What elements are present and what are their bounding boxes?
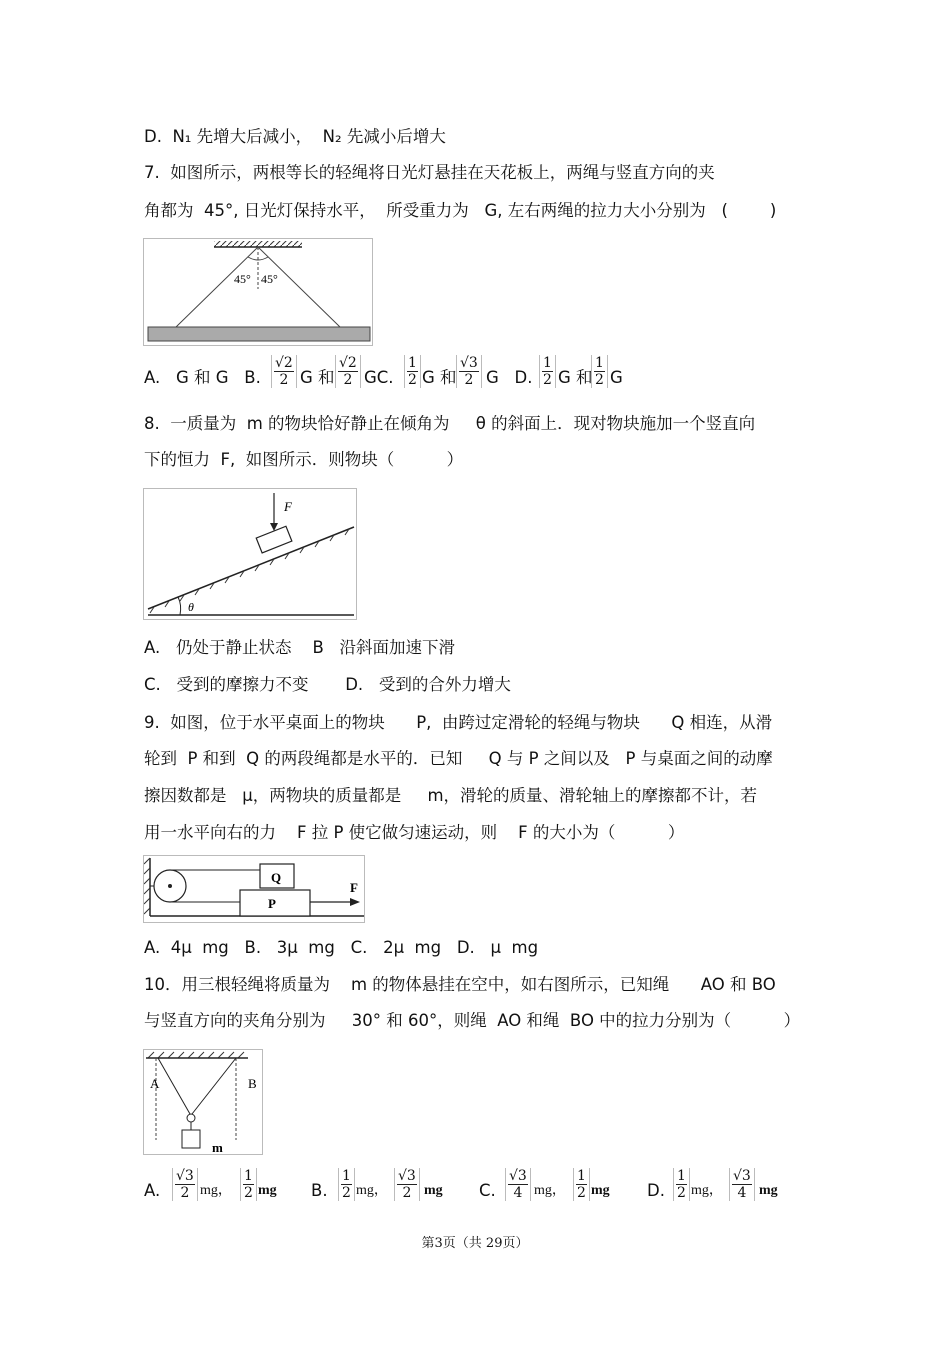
q10-b-frac2: $\frac{√3}{2}$ bbox=[394, 1168, 420, 1201]
q9-figure-pulley bbox=[143, 855, 365, 923]
fig10-b-label: B bbox=[248, 1076, 257, 1091]
q7-option-a: A. G 和 G B. bbox=[144, 368, 261, 387]
q10-c-frac1: $\frac{√3}{4}$ bbox=[505, 1168, 531, 1201]
q10-a-label: A. bbox=[144, 1181, 161, 1200]
q7-b-frac2: $\frac{√2}{2}$ bbox=[335, 355, 361, 388]
q7-stem-line2: 角都为 45°, 日光灯保持水平， 所受重力为 G, 左右两绳的拉力大小分别为 ( ) bbox=[144, 201, 777, 220]
q10-d-label: D. bbox=[647, 1181, 665, 1200]
fig8-angle-label: θ bbox=[188, 600, 194, 614]
q10-c-unit2: mg bbox=[591, 1183, 610, 1198]
q10-a-unit1: mg， bbox=[200, 1183, 232, 1198]
q10-c-unit1: mg， bbox=[534, 1183, 566, 1198]
fig8-force-label: F bbox=[284, 499, 292, 514]
q10-b-unit1: mg， bbox=[356, 1183, 388, 1198]
q8-stem-line2: 下的恒力 F, 如图所示．则物块（ ） bbox=[144, 450, 464, 469]
fig7-angle-right: 45° bbox=[261, 272, 278, 286]
fig10-o-label: O bbox=[186, 1122, 187, 1123]
q7-d-mid: G 和 bbox=[558, 368, 593, 387]
q10-d-frac1: $\frac{1}{2}$ bbox=[673, 1168, 690, 1201]
q6-option-d: D. N₁ 先增大后减小， N₂ 先减小后增大 bbox=[144, 127, 446, 146]
q7-d-frac1: $\frac{1}{2}$ bbox=[539, 355, 556, 388]
q7-b-tail: GC. bbox=[364, 368, 394, 387]
q10-d-unit2: mg bbox=[759, 1183, 778, 1198]
q10-d-frac2: $\frac{√3}{4}$ bbox=[729, 1168, 755, 1201]
q10-a-frac2: $\frac{1}{2}$ bbox=[240, 1168, 257, 1201]
page-footer: 第3页（共 29页） bbox=[421, 1236, 529, 1251]
q7-stem-line1: 7. 如图所示，两根等长的轻绳将日光灯悬挂在天花板上，两绳与竖直方向的夹 bbox=[144, 163, 715, 182]
q8-options-cd: C. 受到的摩擦力不变 D. 受到的合外力增大 bbox=[144, 675, 511, 694]
fig10-a-label: A bbox=[150, 1076, 160, 1091]
q9-stem-line3: 擦因数都是 μ，两物块的质量都是 m，滑轮的质量、滑轮轴上的摩擦都不计，若 bbox=[144, 786, 758, 805]
q10-b-label: B. bbox=[311, 1181, 328, 1200]
q7-d-frac2: $\frac{1}{2}$ bbox=[591, 355, 608, 388]
q10-a-unit2: mg bbox=[258, 1183, 277, 1198]
q10-stem-line2: 与竖直方向的夹角分别为 30° 和 60°，则绳 AO 和绳 BO 中的拉力分别为（ ） bbox=[144, 1011, 801, 1030]
q7-b-frac1: $\frac{√2}{2}$ bbox=[271, 355, 297, 388]
q9-stem-line1: 9. 如图，位于水平桌面上的物块 P, 由跨过定滑轮的轻绳与物块 Q 相连，从滑 bbox=[144, 713, 773, 732]
q8-stem-line1: 8. 一质量为 m 的物块恰好静止在倾角为 θ 的斜面上．现对物块施加一个竖直向 bbox=[144, 414, 756, 433]
q10-a-frac1: $\frac{√3}{2}$ bbox=[172, 1168, 198, 1201]
q7-c-mid: G 和 bbox=[422, 368, 457, 387]
q7-b-mid: G 和 bbox=[300, 368, 335, 387]
q9-options: A. 4μ mg B. 3μ mg C. 2μ mg D. μ mg bbox=[144, 938, 539, 957]
q7-d-tail: G bbox=[610, 368, 623, 387]
q7-c-frac2: $\frac{√3}{2}$ bbox=[456, 355, 482, 388]
q10-c-frac2: $\frac{1}{2}$ bbox=[573, 1168, 590, 1201]
q10-c-label: C. bbox=[479, 1181, 496, 1200]
q7-c-tail: G D. bbox=[486, 368, 533, 387]
q9-stem-line2: 轮到 P 和到 Q 的两段绳都是水平的．已知 Q 与 P 之间以及 P 与桌面之间的动摩 bbox=[144, 749, 773, 768]
q7-figure-fluorescent-lamp bbox=[143, 238, 373, 346]
q9-stem-line4: 用一水平向右的力 F 拉 P 使它做匀速运动，则 F 的大小为（ ） bbox=[144, 823, 685, 842]
q10-figure-three-ropes bbox=[143, 1049, 263, 1155]
q10-b-unit2: mg bbox=[424, 1183, 443, 1198]
fig9-force-label: F bbox=[350, 880, 358, 895]
q7-c-frac1: $\frac{1}{2}$ bbox=[404, 355, 421, 388]
fig7-angle-left: 45° bbox=[234, 272, 251, 286]
q10-stem-line1: 10．用三根轻绳将质量为 m 的物体悬挂在空中，如右图所示，已知绳 AO 和 BO bbox=[144, 975, 776, 994]
fig10-m-label: m bbox=[212, 1140, 223, 1154]
fig9-p-label: P bbox=[268, 896, 276, 911]
q8-figure-incline bbox=[143, 488, 357, 620]
q10-d-unit1: mg， bbox=[691, 1183, 723, 1198]
fig9-q-label: Q bbox=[271, 870, 282, 885]
q10-b-frac1: $\frac{1}{2}$ bbox=[338, 1168, 355, 1201]
q8-options-ab: A. 仍处于静止状态 B 沿斜面加速下滑 bbox=[144, 638, 456, 657]
